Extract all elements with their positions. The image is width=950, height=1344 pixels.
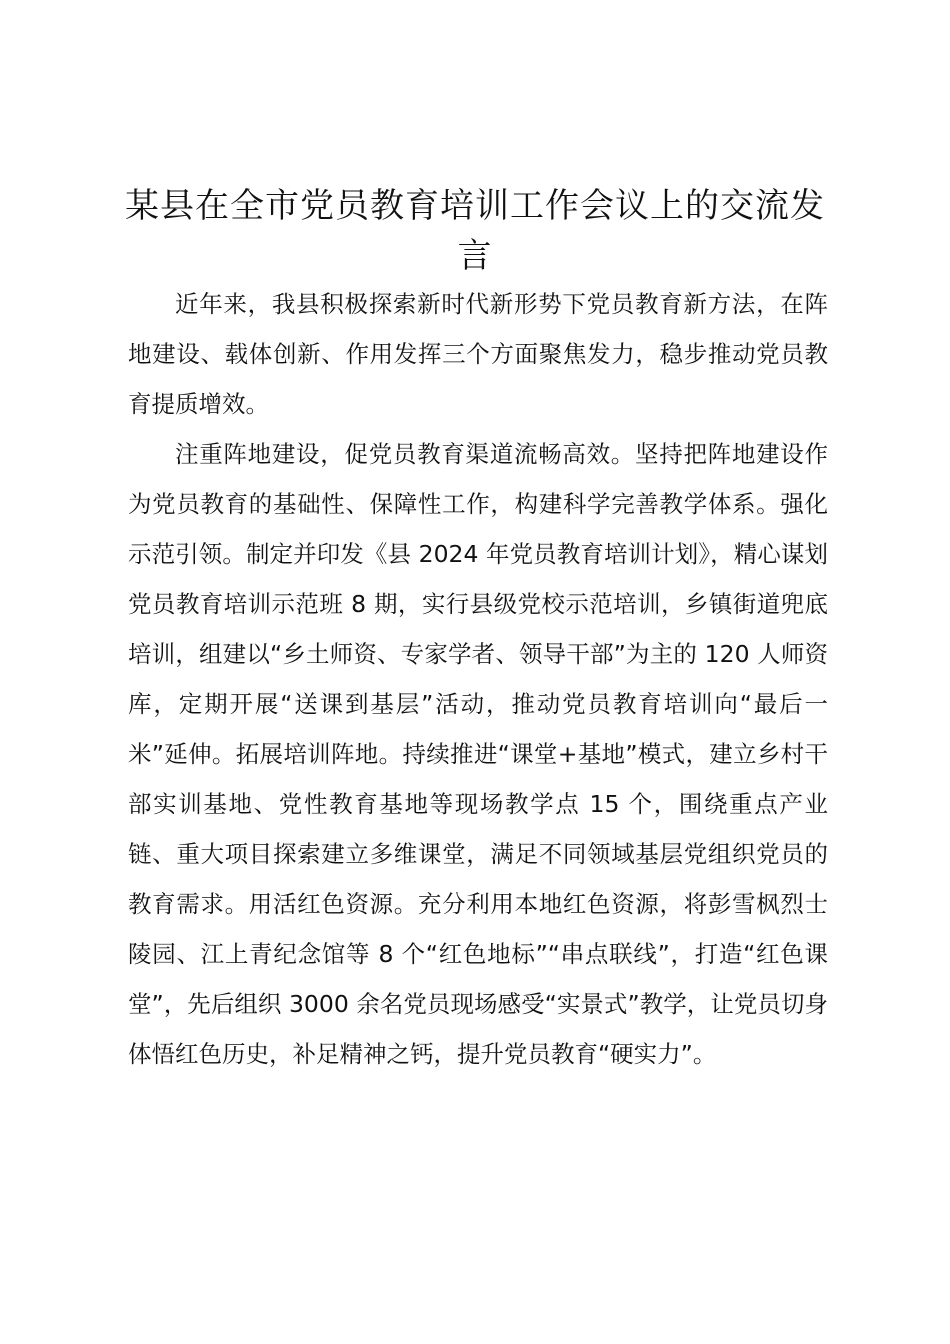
paragraph-intro: 近年来，我县积极探索新时代新形势下党员教育新方法，在阵地建设、载体创新、作用发挥三个方面聚焦发力，稳步推动党员教育提质增效。 — [128, 290, 828, 418]
document-title: 某县在全市党员教育培训工作会议上的交流发言 — [125, 186, 825, 276]
document-body — [128, 279, 828, 1079]
paragraph-position-building: 注重阵地建设，促党员教育渠道流畅高效。坚持把阵地建设作为党员教育的基础性、保障性工作，构建科学完善教学体系。强化示范引领。制定并印发《县 2024 年党员教育培训计划》，精心谋划党员教育培训示范班 8 期，实行县级党校示范培训，乡镇街道兜底培训，组建以“乡土师资、专家学者、领导干部”为主的 120 人师资库，定期开展“送课到基层”活动，推动党员教育培训向“最后一米”延伸。拓展培训阵地。持续推进“课堂+基地”模式，建立乡村干部实训基地、党性教育基地等现场教学点 15 个，围绕重点产业链、重大项目探索建立多维课堂，满足不同领域基层党组织党员的教育需求。用活红色资源。充分利用本地红色资源，将彭雪枫烈士陵园、江上青纪念馆等 8 个“红色地标”“串点联线”，打造“红色课堂”，先后组织 3000 余名党员现场感受“实景式”教学，让党员切身体悟红色历史，补足精神之钙，提升党员教育“硬实力”。 — [128, 440, 828, 1068]
